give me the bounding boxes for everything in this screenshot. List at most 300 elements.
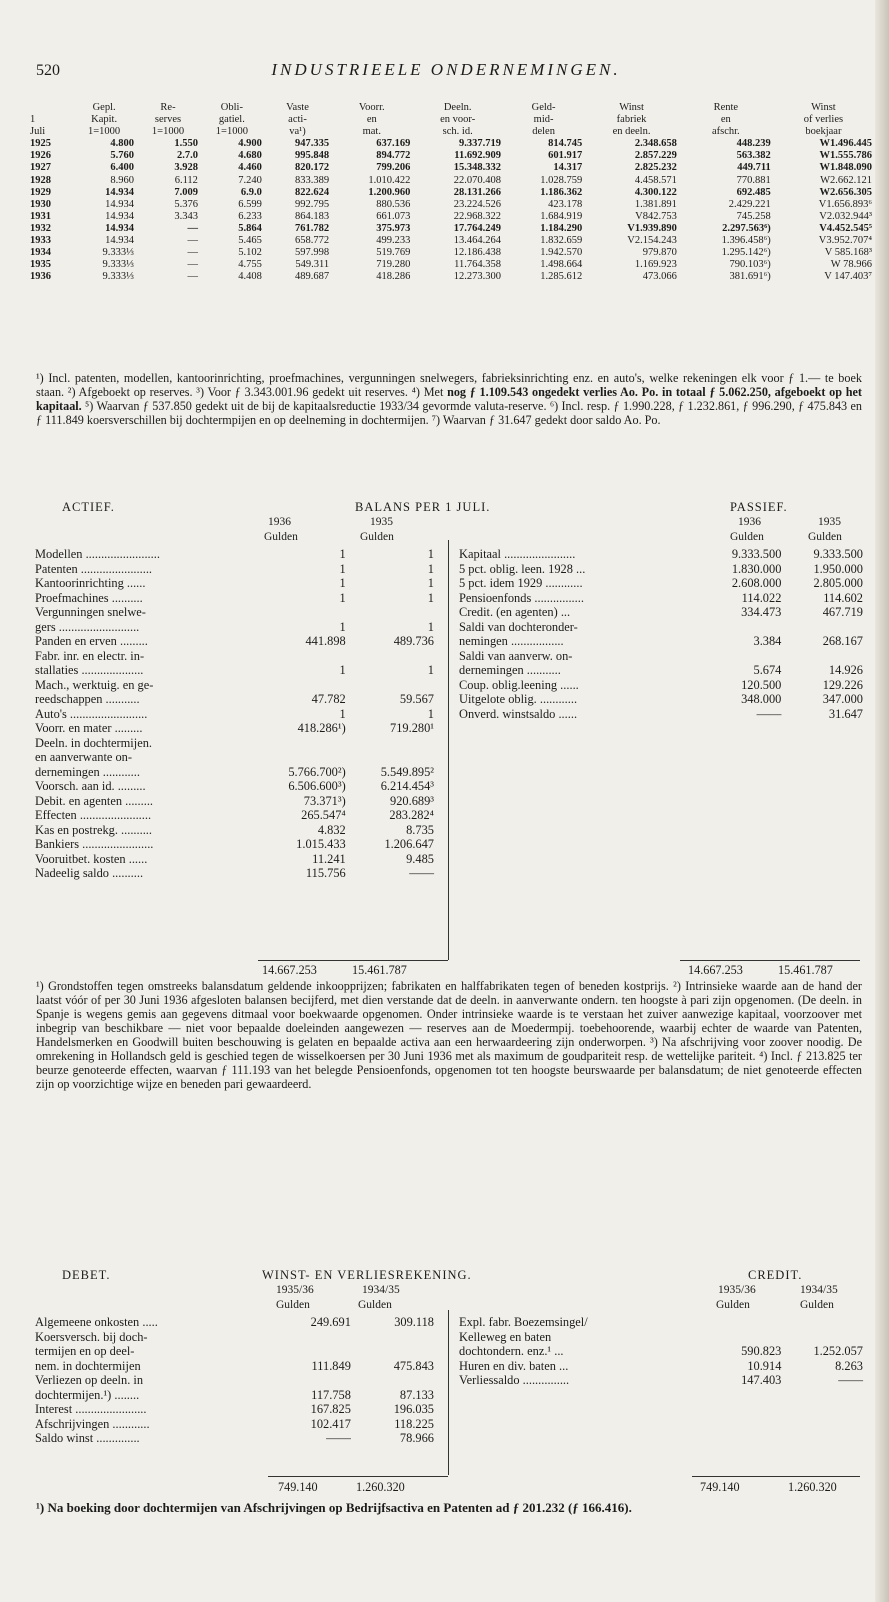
cell-value: 14.926: [828, 663, 863, 677]
cell-value: 894.772: [376, 150, 411, 162]
cell-value: ——: [409, 866, 434, 880]
cell-value: 6.233: [238, 210, 262, 222]
row-label: [28, 102, 72, 114]
stat-row: [28, 259, 874, 271]
pl-footnote: ¹) Na boeking door dochtermijen van Afschrijvingen op Bedrijfsactiva en Patenten ad ƒ 201.232 (ƒ 166.416).: [36, 1500, 632, 1515]
row-label: gers ..........................: [35, 619, 140, 634]
passief-row: [456, 576, 866, 591]
cell-value: 499.233: [376, 235, 411, 247]
passief-row: [456, 649, 866, 664]
cell-value: V2.032.944³: [819, 210, 872, 222]
cell-value: 14.934: [105, 198, 135, 210]
row-label: Panden en erven .........: [35, 634, 148, 648]
credit-total-1: 749.140: [700, 1480, 740, 1494]
cell-value: [701, 1315, 785, 1330]
cell-value: 441.898: [305, 634, 346, 648]
cell-value: 167.825: [310, 1402, 351, 1416]
cell-value: V2.154.243: [627, 235, 677, 247]
cell-value: 418.286: [376, 271, 411, 283]
actief-header: ACTIEF.: [62, 500, 115, 514]
actief-row: [32, 649, 437, 664]
cell-value: 5.760: [110, 150, 135, 162]
cell-value: sch. id.: [442, 126, 473, 138]
cell-value: Winst: [811, 102, 836, 113]
passief-header: PASSIEF.: [730, 500, 788, 514]
footnote-text-2: ⁵) Waarvan ƒ 537.850 gedekt uit de bij de kapitaalsreductie 1933/34 gevormde valuta-reserve. ⁶) Incl. resp. ƒ 1.990.228, ƒ 1.232.861, ƒ 996.290, ƒ 475.843 en ƒ 111.849 koersverschillen bij dochtermpijen en op deelneming in dochtermijen. ⁷) Waarvan ƒ 31.647 gedekt door saldo Ao. Po.: [36, 399, 862, 427]
cell-value: 995.848: [295, 150, 330, 162]
cell-value: 348.000: [741, 692, 782, 706]
cell-value: 2.348.658: [634, 138, 677, 150]
credit-unit-2: Gulden: [800, 1299, 834, 1311]
cell-value: 5.674: [753, 663, 782, 677]
row-label: 1928: [30, 174, 51, 186]
cell-value: 761.782: [295, 222, 330, 234]
cell-value: 1: [339, 547, 346, 561]
pl-title: WINST- EN VERLIESREKENING.: [262, 1268, 472, 1282]
row-label: Patenten .......................: [35, 561, 153, 576]
cell-value: 1.169.923: [634, 259, 677, 271]
actief-table: [32, 547, 437, 881]
statistics-table: [28, 102, 874, 283]
row-label: Mach., werktuig. en ge-: [35, 677, 154, 692]
debet-row: [32, 1330, 437, 1345]
credit-row: [456, 1344, 866, 1359]
cell-value: 114.602: [823, 590, 863, 605]
cell-value: fabriek: [616, 114, 647, 126]
passief-unit-1935: Gulden: [808, 531, 842, 543]
cell-value: 9.333.500: [813, 547, 863, 561]
actief-row: [32, 547, 437, 562]
cell-value: 114.022: [741, 590, 782, 605]
row-label: Vooruitbet. kosten ......: [35, 851, 148, 866]
passief-unit-1936: Gulden: [730, 531, 764, 543]
row-label: nem. in dochtermijen: [35, 1358, 141, 1373]
cell-value: 15.348.332: [453, 162, 501, 174]
passief-total-rule: [680, 960, 860, 961]
credit-unit-1: Gulden: [716, 1299, 750, 1311]
stat-row: [28, 247, 874, 259]
row-label: 5 pct. oblig. leen. 1928 ...: [459, 561, 586, 576]
cell-value: en: [720, 114, 731, 126]
actief-row: [32, 591, 437, 606]
cell-value: 4.300.122: [634, 186, 677, 198]
cell-value: 1: [427, 619, 434, 634]
cell-value: 47.782: [311, 692, 346, 706]
cell-value: 3.928: [174, 162, 198, 174]
cell-value: 22.070.408: [453, 174, 501, 186]
debet-unit-1: Gulden: [276, 1299, 310, 1311]
cell-value: 8.735: [406, 822, 434, 837]
actief-row: [32, 663, 437, 678]
row-label: Deeln. in dochtermijen.: [35, 735, 152, 750]
cell-value: 1.381.891: [634, 198, 677, 210]
stat-row: [28, 175, 874, 187]
row-label: Modellen ........................: [35, 547, 160, 561]
passief-row: [456, 562, 866, 577]
cell-value: 418.286¹): [297, 721, 346, 735]
cell-value: afschr.: [711, 126, 740, 138]
cell-value: Geld-: [531, 102, 556, 113]
cell-value: 880.536: [376, 198, 411, 210]
cell-value: ——: [756, 706, 782, 721]
cell-value: 111.849: [311, 1358, 351, 1373]
cell-value: 692.485: [736, 186, 771, 198]
cell-value: 1: [339, 619, 346, 634]
cell-value: 120.500: [741, 677, 782, 692]
cell-value: 7.009: [174, 186, 198, 198]
row-label: 1927: [30, 162, 51, 174]
cell-value: 1: [427, 663, 434, 677]
cell-value: 9.333⅓: [102, 247, 135, 259]
row-label: Algemeene onkosten .....: [35, 1315, 158, 1329]
cell-value: 10.914: [747, 1358, 782, 1373]
actief-total-1935: 15.461.787: [352, 963, 407, 977]
cell-value: 833.389: [295, 174, 330, 186]
actief-row: [32, 576, 437, 591]
debet-header: DEBET.: [62, 1268, 111, 1282]
cell-value: 73.371³): [303, 793, 346, 808]
row-label: Kantoorinrichting ......: [35, 576, 146, 590]
cell-value: 12.273.300: [453, 271, 501, 283]
cell-value: 11.764.358: [454, 259, 501, 271]
cell-value: 115.756: [305, 866, 346, 880]
cell-value: 1: [339, 576, 346, 590]
cell-value: 4.460: [238, 162, 262, 174]
passief-row: [456, 663, 866, 678]
cell-value: 9.333⅓: [102, 259, 135, 271]
debet-row: [32, 1359, 437, 1374]
actief-row: [32, 605, 437, 620]
cell-value: en deeln.: [612, 126, 651, 138]
balance-title: BALANS PER 1 JULI.: [355, 500, 491, 514]
actief-row: [32, 562, 437, 577]
footnote-text-bold: nog ƒ 1.109.543 ongedekt verlies Ao. Po. in totaal ƒ 5.062.250, afgeboekt op het kapitaal.: [36, 385, 862, 413]
stat-row: [28, 150, 874, 162]
cell-value: —: [187, 247, 198, 259]
cell-value: W 78.966: [830, 259, 872, 271]
stat-row: [28, 235, 874, 247]
cell-value: 9.333.500: [731, 547, 782, 561]
cell-value: 3.343: [174, 210, 198, 222]
cell-value: 1: [427, 547, 434, 561]
cell-value: 1.010.422: [368, 174, 411, 186]
cell-value: 2.608.000: [731, 576, 782, 590]
cell-value: Vaste: [286, 102, 309, 113]
cell-value: 59.567: [399, 692, 434, 706]
cell-value: 590.823: [741, 1344, 782, 1358]
actief-row: [32, 794, 437, 809]
actief-year-1935: 1935: [370, 516, 393, 528]
cell-value: W1.848.090: [819, 162, 872, 174]
passief-row: [456, 707, 866, 722]
cell-value: 11.241: [312, 851, 346, 866]
cell-value: [260, 678, 348, 693]
cell-value: va¹): [289, 126, 306, 138]
cell-value: 2.825.232: [634, 162, 677, 174]
cell-value: 381.691⁶): [729, 271, 771, 283]
cell-value: 1.396.458⁶): [721, 235, 771, 247]
credit-total-rule: [692, 1476, 860, 1477]
cell-value: V3.952.707⁴: [818, 235, 872, 247]
cell-value: 196.035: [393, 1402, 434, 1416]
cell-value: 1: [427, 706, 434, 721]
row-label: Kelleweg en baten: [459, 1329, 552, 1344]
passief-total-1935: 15.461.787: [778, 963, 833, 977]
cell-value: 4.458.571: [634, 174, 677, 186]
cell-value: 23.224.526: [453, 198, 501, 210]
cell-value: 979.870: [642, 247, 677, 259]
cell-value: 6.506.600³): [288, 779, 346, 793]
cell-value: 14.934: [105, 222, 135, 234]
row-label: dernemingen ...........: [459, 663, 561, 677]
cell-value: —: [187, 235, 198, 247]
cell-value: 5.376: [174, 198, 198, 210]
row-label: termijen en op deel-: [35, 1344, 135, 1358]
pl-divider: [448, 1310, 449, 1475]
row-label: Expl. fabr. Boezemsingel/: [459, 1315, 588, 1329]
cell-value: mid-: [533, 114, 554, 126]
cell-value: ——: [838, 1373, 863, 1387]
cell-value: [784, 649, 866, 664]
cell-value: 9.485: [406, 851, 434, 866]
cell-value: 17.764.249: [453, 222, 501, 234]
cell-value: 5.766.700²): [288, 764, 346, 779]
row-label: Saldi van aanverw. on-: [459, 648, 573, 663]
passief-row: [456, 678, 866, 693]
actief-row: [32, 750, 437, 765]
cell-value: 249.691: [310, 1315, 351, 1329]
passief-row: [456, 547, 866, 562]
actief-unit-1935: Gulden: [360, 531, 394, 543]
row-label: Uitgelote oblig. ............: [459, 692, 578, 706]
cell-value: W1.555.786: [819, 150, 872, 162]
cell-value: 147.403: [741, 1373, 782, 1387]
cell-value: [354, 1344, 437, 1359]
cell-value: 449.711: [737, 162, 771, 174]
cell-value: 799.206: [376, 162, 411, 174]
stat-row: [28, 187, 874, 199]
cell-value: 637.169: [376, 138, 411, 150]
cell-value: gatiel.: [218, 114, 245, 126]
cell-value: W2.662.121: [820, 174, 872, 186]
cell-value: 790.103⁶): [729, 259, 771, 271]
cell-value: [260, 649, 348, 664]
passief-row: [456, 620, 866, 635]
debet-total-2: 1.260.320: [356, 1480, 405, 1494]
cell-value: 2.429.221: [728, 198, 771, 210]
cell-value: 822.624: [295, 186, 330, 198]
cell-value: [349, 678, 437, 693]
cell-value: 770.881: [736, 174, 771, 186]
passief-year-1935: 1935: [818, 516, 841, 528]
cell-value: 1.186.362: [540, 186, 583, 198]
row-label: Auto's .........................: [35, 706, 148, 721]
stat-row: [28, 271, 874, 283]
cell-value: 1.684.919: [540, 210, 583, 222]
row-label: Effecten .......................: [35, 808, 152, 822]
row-label: Credit. (en agenten) ...: [459, 605, 571, 619]
cell-value: boekjaar: [805, 126, 842, 138]
actief-row: [32, 678, 437, 693]
row-label: Koersversch. bij doch-: [35, 1329, 148, 1344]
actief-row: [32, 707, 437, 722]
row-label: 1931: [30, 210, 51, 222]
debet-year-2: 1934/35: [362, 1284, 400, 1296]
cell-value: 6.9.0: [240, 186, 262, 198]
cell-value: 117.758: [311, 1387, 351, 1402]
cell-value: ——: [326, 1431, 351, 1445]
cell-value: 475.843: [393, 1358, 434, 1373]
cell-value: 1=1000: [151, 126, 185, 138]
row-label: reedschappen ...........: [35, 692, 140, 706]
cell-value: 6.400: [110, 162, 135, 174]
cell-value: 448.239: [736, 138, 771, 150]
actief-row: [32, 620, 437, 635]
row-label: dochtondern. enz.¹ ...: [459, 1344, 564, 1358]
cell-value: V 147.403⁷: [824, 271, 872, 283]
cell-value: 31.647: [828, 706, 863, 721]
cell-value: delen: [532, 126, 555, 138]
passief-table: [456, 547, 866, 721]
cell-value: 334.473: [741, 605, 782, 619]
cell-value: 1.028.759: [540, 174, 583, 186]
cell-value: Gepl.: [92, 102, 116, 113]
debet-row: [32, 1315, 437, 1330]
debet-table: [32, 1315, 437, 1446]
cell-value: 78.966: [399, 1431, 434, 1445]
cell-value: V4.452.545⁵: [819, 222, 872, 234]
cell-value: 14.317: [553, 162, 583, 174]
actief-total-1936: 14.667.253: [262, 963, 317, 977]
cell-value: 7.240: [238, 174, 262, 186]
page-header: [36, 60, 856, 84]
cell-value: acti-: [288, 114, 307, 126]
debet-row: [32, 1431, 437, 1446]
actief-row: [32, 808, 437, 823]
cell-value: [784, 1315, 866, 1330]
debet-row: [32, 1402, 437, 1417]
cell-value: [260, 736, 348, 751]
actief-row: [32, 736, 437, 751]
debet-row: [32, 1344, 437, 1359]
cell-value: Kapit.: [91, 114, 118, 126]
cell-value: —: [187, 222, 198, 234]
passief-row: [456, 634, 866, 649]
cell-value: 22.968.322: [453, 210, 501, 222]
cell-value: 920.689³: [390, 793, 434, 808]
cell-value: [260, 750, 348, 765]
cell-value: 1.200.960: [368, 186, 411, 198]
cell-value: 14.934: [105, 235, 135, 247]
cell-value: 87.133: [399, 1387, 434, 1402]
row-label: 5 pct. idem 1929 ............: [459, 576, 583, 590]
cell-value: 9.333⅓: [102, 271, 135, 283]
passief-row: [456, 591, 866, 606]
row-label: Pensioenfonds ................: [459, 590, 584, 605]
cell-value: serves: [154, 114, 182, 126]
stat-row: [28, 211, 874, 223]
cell-value: 1: [427, 561, 434, 576]
cell-value: 597.998: [295, 247, 330, 259]
cell-value: 9.337.719: [458, 138, 501, 150]
cell-value: 1.184.290: [540, 222, 583, 234]
cell-value: 12.186.438: [453, 247, 501, 259]
cell-value: 14.934: [105, 186, 135, 198]
row-label: Debit. en agenten .........: [35, 793, 154, 808]
credit-year-1: 1935/36: [718, 1284, 756, 1296]
debet-total-1: 749.140: [278, 1480, 318, 1494]
debet-unit-2: Gulden: [358, 1299, 392, 1311]
balance-notes: ¹) Grondstoffen tegen omstreeks balansdatum geldende inkoopprijzen; fabrikaten en halffabrikaten tegen of beneden kostprijs. ²) Intrinsieke waarde aan de hand der laatst vóór of per 30 Juni 1936 afgesloten balansen becijferd, met dien verstande dat de deeln. in aanverwante ondern. ten hoogste à pari zijn opgenomen. (De deeln. in Spanje is wegens gemis aan gegevens ditmaal voor boekwaarde opgenomen. Onder intrinsieke waarde is te verstaan het zuiver aanwezige kapitaal, voorzoover met inbegrip van beschikbare — niet voor bepaalde doeleinden aangewezen — reserves aan de Moedermpij. toebehoorende, waarbij echter de waarde van Patenten, Handelsmerken en Goodwill buiten beschouwing is gelaten en bepaalde activa aan een herwaardeering zijn onderworpen. ³) Na afschrijving voor zoover noodig. De omrekening in Hollandsch geld is geschied tegen de wisselkoersen per 30 Juni 1936 met als maximum de goudpariteit resp. de wettelijke pariteit. ⁴) Incl. ƒ 213.825 ter beurze genoteerde effecten, waarvan ƒ 111.193 van het belegde Pensioenfonds, opgenomen tot ten hoogste beurswaarde per balansdatum; de niet genoteerde effecten zijn op voorzichtige wijze en beneden pari gewaardeerd.: [36, 979, 862, 1091]
cell-value: 489.736: [393, 634, 434, 648]
page-title: INDUSTRIEELE ONDERNEMINGEN.: [271, 60, 621, 79]
cell-value: 1: [339, 706, 346, 721]
cell-value: 1: [339, 561, 346, 576]
cell-value: 1.206.647: [384, 837, 434, 851]
cell-value: 1: [339, 590, 346, 605]
actief-row: [32, 634, 437, 649]
cell-value: 2.805.000: [813, 576, 863, 590]
cell-value: 347.000: [822, 692, 863, 706]
page-number: 520: [36, 62, 60, 79]
stat-header-row: [28, 114, 874, 126]
credit-table: [456, 1315, 866, 1388]
cell-value: Voorr.: [358, 102, 385, 113]
cell-value: 2.857.229: [634, 150, 677, 162]
passief-row: [456, 692, 866, 707]
cell-value: 864.183: [295, 210, 330, 222]
debet-row: [32, 1373, 437, 1388]
actief-total-rule: [258, 960, 448, 961]
credit-total-2: 1.260.320: [788, 1480, 837, 1494]
cell-value: 1.498.664: [540, 259, 583, 271]
cell-value: W1.496.445: [819, 138, 872, 150]
debet-total-rule: [268, 1476, 448, 1477]
cell-value: 6.112: [174, 174, 198, 186]
credit-header: CREDIT.: [748, 1268, 803, 1282]
cell-value: 1=1000: [88, 126, 121, 138]
debet-row: [32, 1417, 437, 1432]
row-label: Verliezen op deeln. in: [35, 1373, 144, 1387]
row-label: Huren en div. baten ...: [459, 1358, 569, 1373]
cell-value: 1: [427, 576, 434, 590]
stat-row: [28, 223, 874, 235]
cell-value: 1: [339, 663, 346, 677]
debet-row: [32, 1388, 437, 1403]
cell-value: Winst: [619, 102, 644, 113]
cell-value: 14.934: [105, 210, 135, 222]
actief-row: [32, 852, 437, 867]
row-label: Voorsch. aan id. .........: [35, 779, 146, 793]
row-label: 1929: [30, 186, 51, 198]
actief-row: [32, 692, 437, 707]
row-label: 1936: [30, 271, 51, 283]
cell-value: 13.464.264: [453, 235, 501, 247]
row-label: stallaties ....................: [35, 663, 144, 677]
cell-value: 467.719: [822, 605, 863, 619]
cell-value: 992.795: [295, 198, 330, 210]
cell-value: 2.297.563⁶): [722, 222, 771, 234]
cell-value: [701, 649, 785, 664]
actief-unit-1936: Gulden: [264, 531, 298, 543]
cell-value: 5.465: [238, 235, 262, 247]
stat-header-row: [28, 102, 874, 114]
cell-value: 1.295.142⁶): [721, 247, 771, 259]
cell-value: V842.753: [635, 210, 677, 222]
cell-value: 489.687: [295, 271, 330, 283]
cell-value: 1.830.000: [731, 561, 782, 576]
actief-row: [32, 866, 437, 881]
